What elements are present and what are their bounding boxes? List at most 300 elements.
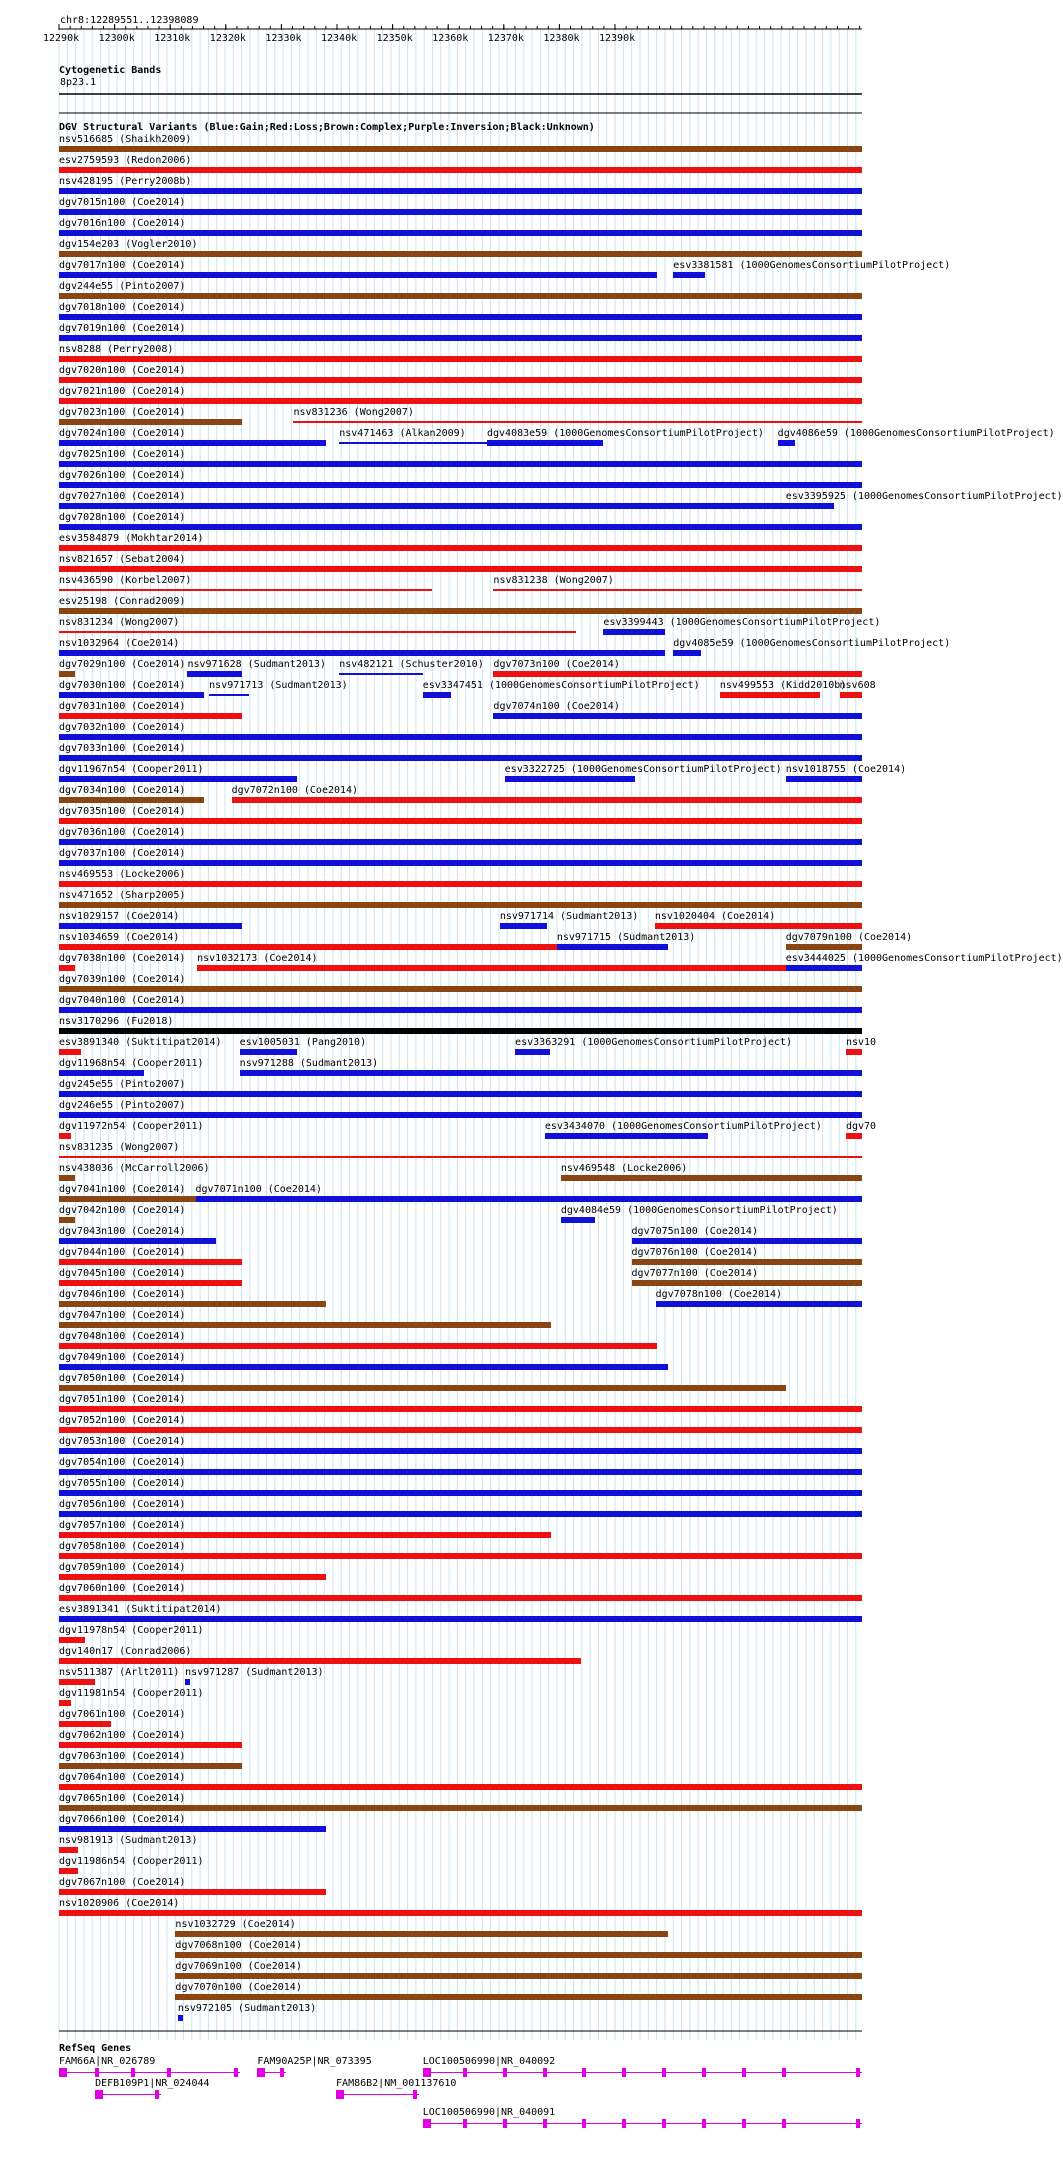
sv-bar[interactable] xyxy=(59,1112,862,1118)
ruler-tick-label: 12320k xyxy=(209,33,246,44)
gene-exon xyxy=(503,2068,507,2077)
sv-bar[interactable] xyxy=(175,1931,667,1937)
sv-bar[interactable] xyxy=(59,545,862,551)
sv-label[interactable]: dgv7057n100 (Coe2014) xyxy=(59,1520,186,1531)
sv-bar[interactable] xyxy=(59,1889,326,1895)
sv-bar[interactable] xyxy=(59,1364,668,1370)
sv-bar[interactable] xyxy=(557,944,668,950)
sv-label[interactable]: dgv4084e59 (1000GenomesConsortiumPilotProject) xyxy=(560,1205,838,1216)
sv-label[interactable]: dgv140n17 (Conrad2006) xyxy=(59,1646,192,1657)
sv-label[interactable]: dgv7028n100 (Coe2014) xyxy=(59,512,186,523)
sv-label[interactable]: nsv438036 (McCarroll2006) xyxy=(59,1163,210,1174)
sv-label[interactable]: dgv7076n100 (Coe2014) xyxy=(631,1247,758,1258)
sv-label[interactable]: nsv831234 (Wong2007) xyxy=(59,617,180,628)
sv-label[interactable]: dgv7018n100 (Coe2014) xyxy=(59,302,186,313)
sv-label[interactable]: dgv7060n100 (Coe2014) xyxy=(59,1583,186,1594)
sv-bar[interactable] xyxy=(673,272,705,278)
sv-label[interactable]: nsv1032729 (Coe2014) xyxy=(175,1919,296,1930)
sv-bar[interactable] xyxy=(655,923,862,929)
sv-bar[interactable] xyxy=(59,398,862,404)
gene-exon xyxy=(782,2068,786,2077)
sv-label[interactable]: dgv7071n100 (Coe2014) xyxy=(195,1184,322,1195)
sv-label[interactable]: dgv7069n100 (Coe2014) xyxy=(175,1961,302,1972)
sv-label[interactable]: dgv7034n100 (Coe2014) xyxy=(59,785,186,796)
sv-bar[interactable] xyxy=(59,1448,862,1454)
sv-label[interactable]: dgv7067n100 (Coe2014) xyxy=(59,1877,186,1888)
sv-bar[interactable] xyxy=(720,692,820,698)
sv-bar[interactable] xyxy=(59,1784,862,1790)
sv-label[interactable]: nsv971713 (Sudmant2013) xyxy=(209,680,348,691)
gene-exon xyxy=(423,2068,431,2077)
ruler-tick-label: 12300k xyxy=(98,33,135,44)
sv-bar[interactable] xyxy=(59,902,862,908)
sv-label[interactable]: dgv246e55 (Pinto2007) xyxy=(59,1100,186,1111)
sv-label[interactable]: dgv4086e59 (1000GenomesConsortiumPilotProject) xyxy=(777,428,1055,439)
sv-label[interactable]: dgv7043n100 (Coe2014) xyxy=(59,1226,186,1237)
sv-label[interactable]: nsv831235 (Wong2007) xyxy=(59,1142,180,1153)
sv-bar[interactable] xyxy=(59,1406,862,1412)
sv-bar[interactable] xyxy=(59,1070,144,1076)
sv-label[interactable]: dgv7044n100 (Coe2014) xyxy=(59,1247,186,1258)
sv-bar[interactable] xyxy=(175,1952,862,1958)
sv-label[interactable]: nsv436590 (Korbel2007) xyxy=(59,575,192,586)
ruler-tick-label: 12340k xyxy=(321,33,358,44)
sv-bar[interactable] xyxy=(59,167,862,173)
sv-bar[interactable] xyxy=(59,818,862,824)
sv-bar[interactable] xyxy=(59,1658,581,1664)
sv-label[interactable]: nsv516685 (Shaikh2009) xyxy=(59,134,192,145)
sv-bar[interactable] xyxy=(59,1700,71,1706)
sv-bar[interactable] xyxy=(59,1091,862,1097)
sv-bar[interactable] xyxy=(846,1049,862,1055)
sv-bar[interactable] xyxy=(59,1553,862,1559)
sv-label[interactable]: esv3891341 (Suktitipat2014) xyxy=(59,1604,222,1615)
sv-label[interactable]: nsv831236 (Wong2007) xyxy=(293,407,414,418)
sv-bar[interactable] xyxy=(175,1994,862,2000)
sv-bar[interactable] xyxy=(656,1301,862,1307)
sv-label[interactable]: dgv7047n100 (Coe2014) xyxy=(59,1310,186,1321)
sv-bar[interactable] xyxy=(59,1721,111,1727)
sv-label[interactable]: esv3584879 (Mokhtar2014) xyxy=(59,533,204,544)
sv-bar[interactable] xyxy=(59,566,862,572)
sv-bar[interactable] xyxy=(59,146,862,152)
sv-label[interactable]: nsv482121 (Schuster2010) xyxy=(339,659,484,670)
sv-bar[interactable] xyxy=(59,881,862,887)
sv-label[interactable]: nsv971287 (Sudmant2013) xyxy=(185,1667,324,1678)
sv-bar[interactable] xyxy=(59,251,862,257)
sv-bar[interactable] xyxy=(505,776,635,782)
sv-bar[interactable] xyxy=(59,650,665,656)
sv-bar[interactable] xyxy=(493,713,862,719)
sv-bar[interactable] xyxy=(59,1238,216,1244)
sv-bar[interactable] xyxy=(59,1217,75,1223)
sv-bar[interactable] xyxy=(59,1427,862,1433)
sv-bar[interactable] xyxy=(632,1280,862,1286)
sv-bar[interactable] xyxy=(59,1637,85,1643)
sv-label[interactable]: dgv7075n100 (Coe2014) xyxy=(631,1226,758,1237)
sv-bar[interactable] xyxy=(59,272,657,278)
sv-bar[interactable] xyxy=(178,2015,184,2021)
sv-bar[interactable] xyxy=(59,1742,242,1748)
ruler-tick-label: 12380k xyxy=(543,33,580,44)
sv-label[interactable]: nsv1034659 (Coe2014) xyxy=(59,932,180,943)
sv-bar[interactable] xyxy=(59,797,204,803)
sv-bar[interactable] xyxy=(59,1196,196,1202)
sv-bar[interactable] xyxy=(59,1868,78,1874)
sv-bar[interactable] xyxy=(561,1175,862,1181)
sv-bar[interactable] xyxy=(59,692,204,698)
sv-label[interactable]: esv1005031 (Pang2010) xyxy=(239,1037,367,1048)
sv-bar[interactable] xyxy=(209,694,248,696)
sv-label[interactable]: dgv7017n100 (Coe2014) xyxy=(59,260,186,271)
sv-bar[interactable] xyxy=(59,1133,71,1139)
sv-label[interactable]: nsv3170296 (Fu2018) xyxy=(59,1016,174,1027)
gene-exon xyxy=(423,2119,431,2128)
sv-bar[interactable] xyxy=(59,461,862,467)
sv-bar[interactable] xyxy=(603,629,665,635)
sv-bar[interactable] xyxy=(59,1007,862,1013)
sv-label[interactable]: dgv7072n100 (Coe2014) xyxy=(231,785,359,796)
sv-bar[interactable] xyxy=(59,1301,326,1307)
sv-label[interactable]: nsv971628 (Sudmant2013) xyxy=(187,659,326,670)
sv-bar[interactable] xyxy=(786,965,862,971)
gene-exon xyxy=(95,2068,99,2077)
sv-bar[interactable] xyxy=(59,944,557,950)
sv-label[interactable]: dgv7035n100 (Coe2014) xyxy=(59,806,186,817)
sv-bar[interactable] xyxy=(59,1805,862,1811)
gene-exon xyxy=(742,2119,746,2128)
gene-exon xyxy=(782,2119,786,2128)
gene-label[interactable]: FAM90A25P|NR_073395 xyxy=(257,2056,372,2067)
dgv-track-title: DGV Structural Variants (Blue:Gain;Red:Loss;Brown:Complex;Purple:Inversion;Black:Unknown) xyxy=(59,122,595,133)
gene-exon xyxy=(59,2068,67,2077)
sv-label[interactable]: nsv971288 (Sudmant2013) xyxy=(239,1058,379,1069)
sv-bar[interactable] xyxy=(59,1259,242,1265)
sv-label[interactable]: dgv154e203 (Vogler2010) xyxy=(59,239,198,250)
gene-label[interactable]: DEFB109P1|NR_024044 xyxy=(95,2078,210,2089)
sv-bar[interactable] xyxy=(175,1973,862,1979)
sv-label[interactable]: dgv7053n100 (Coe2014) xyxy=(59,1436,186,1447)
sv-label[interactable]: dgv7054n100 (Coe2014) xyxy=(59,1457,186,1468)
sv-label[interactable]: nsv471463 (Alkan2009) xyxy=(339,428,466,439)
sv-bar[interactable] xyxy=(846,1133,862,1139)
sv-bar[interactable] xyxy=(59,524,862,530)
sv-bar[interactable] xyxy=(59,356,862,362)
sv-label[interactable]: nsv1020906 (Coe2014) xyxy=(59,1898,180,1909)
sv-label[interactable]: dgv7025n100 (Coe2014) xyxy=(59,449,186,460)
sv-label[interactable]: nsv981913 (Sudmant2013) xyxy=(59,1835,198,1846)
sv-label[interactable]: nsv10 xyxy=(845,1037,877,1048)
sv-bar[interactable] xyxy=(500,923,547,929)
gene-exon xyxy=(856,2119,860,2128)
sv-label[interactable]: nsv608 xyxy=(839,680,876,691)
sv-bar[interactable] xyxy=(59,1049,81,1055)
sv-bar[interactable] xyxy=(778,440,796,446)
sv-bar[interactable] xyxy=(59,188,862,194)
sv-bar[interactable] xyxy=(786,944,862,950)
sv-label[interactable]: nsv821657 (Sebat2004) xyxy=(59,554,186,565)
sv-bar[interactable] xyxy=(59,1343,657,1349)
sv-label[interactable]: dgv4085e59 (1000GenomesConsortiumPilotProject) xyxy=(673,638,951,649)
sv-label[interactable]: dgv7062n100 (Coe2014) xyxy=(59,1730,186,1741)
sv-label[interactable]: dgv7052n100 (Coe2014) xyxy=(59,1415,186,1426)
sv-label[interactable]: dgv7023n100 (Coe2014) xyxy=(59,407,186,418)
sv-bar[interactable] xyxy=(59,1826,326,1832)
ruler-tick-label: 12350k xyxy=(376,33,413,44)
sv-label[interactable]: esv3395925 (1000GenomesConsortiumPilotProject) xyxy=(785,491,1063,502)
sv-bar[interactable] xyxy=(515,1049,550,1055)
sv-bar[interactable] xyxy=(59,230,862,236)
sv-label[interactable]: dgv7024n100 (Coe2014) xyxy=(59,428,186,439)
sv-bar[interactable] xyxy=(59,209,862,215)
sv-label[interactable]: dgv70 xyxy=(845,1121,877,1132)
sv-label[interactable]: dgv7050n100 (Coe2014) xyxy=(59,1373,186,1384)
gene-label[interactable]: FAM86B2|NM_001137610 xyxy=(336,2078,457,2089)
sv-label[interactable]: esv3434070 (1000GenomesConsortiumPilotProject) xyxy=(544,1121,822,1132)
sv-label[interactable]: dgv7074n100 (Coe2014) xyxy=(493,701,620,712)
gene-exon xyxy=(856,2068,860,2077)
sv-label[interactable]: dgv7056n100 (Coe2014) xyxy=(59,1499,186,1510)
sv-label[interactable]: esv2759593 (Redon2006) xyxy=(59,155,192,166)
sv-label[interactable]: dgv7033n100 (Coe2014) xyxy=(59,743,186,754)
sv-label[interactable]: dgv7041n100 (Coe2014) xyxy=(59,1184,186,1195)
sv-label[interactable]: dgv7079n100 (Coe2014) xyxy=(785,932,913,943)
sv-label[interactable]: dgv7016n100 (Coe2014) xyxy=(59,218,186,229)
sv-label[interactable]: nsv428195 (Perry2008b) xyxy=(59,176,192,187)
sv-bar[interactable] xyxy=(185,1679,190,1685)
sv-label[interactable]: esv3363291 (1000GenomesConsortiumPilotProject) xyxy=(515,1037,793,1048)
gene-exon xyxy=(257,2068,265,2077)
sv-label[interactable]: dgv7077n100 (Coe2014) xyxy=(631,1268,758,1279)
sv-label[interactable]: dgv244e55 (Pinto2007) xyxy=(59,281,186,292)
gene-exon xyxy=(662,2119,666,2128)
gene-intron-line xyxy=(59,2072,240,2073)
sv-label[interactable]: dgv7032n100 (Coe2014) xyxy=(59,722,186,733)
sv-bar[interactable] xyxy=(59,419,242,425)
sv-bar[interactable] xyxy=(59,1763,242,1769)
sv-bar[interactable] xyxy=(59,440,326,446)
sv-label[interactable]: dgv7040n100 (Coe2014) xyxy=(59,995,186,1006)
sv-label[interactable]: nsv1032964 (Coe2014) xyxy=(59,638,180,649)
sv-label[interactable]: nsv1032173 (Coe2014) xyxy=(197,953,318,964)
sv-label[interactable]: dgv7073n100 (Coe2014) xyxy=(493,659,620,670)
sv-label[interactable]: nsv1029157 (Coe2014) xyxy=(59,911,180,922)
sv-bar[interactable] xyxy=(59,839,862,845)
sv-label[interactable]: dgv7045n100 (Coe2014) xyxy=(59,1268,186,1279)
sv-bar[interactable] xyxy=(423,692,451,698)
gene-exon xyxy=(622,2119,626,2128)
refseq-track-title: RefSeq Genes xyxy=(59,2043,132,2054)
sv-label[interactable]: esv3891340 (Suktitipat2014) xyxy=(59,1037,222,1048)
sv-label[interactable]: nsv469548 (Locke2006) xyxy=(560,1163,688,1174)
sv-label[interactable]: dgv7066n100 (Coe2014) xyxy=(59,1814,186,1825)
gene-intron-line xyxy=(423,2072,862,2073)
sv-label[interactable]: dgv7021n100 (Coe2014) xyxy=(59,386,186,397)
sv-bar[interactable] xyxy=(59,1616,862,1622)
sv-bar[interactable] xyxy=(59,1028,862,1034)
sv-label[interactable]: nsv8288 (Perry2008) xyxy=(59,344,174,355)
sv-bar[interactable] xyxy=(59,589,432,591)
sv-label[interactable]: dgv7068n100 (Coe2014) xyxy=(175,1940,302,1951)
sv-bar[interactable] xyxy=(59,377,862,383)
sv-label[interactable]: nsv831238 (Wong2007) xyxy=(493,575,614,586)
gene-exon xyxy=(702,2119,706,2128)
sv-bar[interactable] xyxy=(197,965,786,971)
sv-label[interactable]: esv3347451 (1000GenomesConsortiumPilotProject) xyxy=(422,680,700,691)
sv-bar[interactable] xyxy=(59,314,862,320)
sv-bar[interactable] xyxy=(561,1217,596,1223)
sv-label[interactable]: dgv7063n100 (Coe2014) xyxy=(59,1751,186,1762)
sv-label[interactable]: nsv471652 (Sharp2005) xyxy=(59,890,186,901)
sv-label[interactable]: esv25198 (Conrad2009) xyxy=(59,596,186,607)
sv-bar[interactable] xyxy=(493,671,862,677)
coordinate-label: chr8:12289551..12398089 xyxy=(60,15,199,26)
sv-bar[interactable] xyxy=(59,734,862,740)
sv-bar[interactable] xyxy=(59,1574,326,1580)
sv-bar[interactable] xyxy=(59,860,862,866)
sv-label[interactable]: nsv511387 (Arlt2011) xyxy=(59,1667,180,1678)
sv-label[interactable]: dgv11967n54 (Cooper2011) xyxy=(59,764,204,775)
sv-bar[interactable] xyxy=(59,482,862,488)
sv-bar[interactable] xyxy=(59,1490,862,1496)
sv-bar[interactable] xyxy=(339,673,423,675)
sv-label[interactable]: dgv7065n100 (Coe2014) xyxy=(59,1793,186,1804)
sv-label[interactable]: nsv971715 (Sudmant2013) xyxy=(556,932,696,943)
sv-bar[interactable] xyxy=(59,1910,862,1916)
sv-label[interactable]: dgv7015n100 (Coe2014) xyxy=(59,197,186,208)
gene-label[interactable]: LOC100506990|NR_040092 xyxy=(422,2056,556,2067)
gene-intron-line xyxy=(336,2094,419,2095)
sv-bar[interactable] xyxy=(339,442,491,444)
cytoband-label: 8p23.1 xyxy=(60,77,97,88)
sv-label[interactable]: dgv7055n100 (Coe2014) xyxy=(59,1478,186,1489)
sv-label[interactable]: dgv7031n100 (Coe2014) xyxy=(59,701,186,712)
ruler-tick-label: 12290k xyxy=(43,33,80,44)
sv-bar[interactable] xyxy=(59,986,862,992)
sv-bar[interactable] xyxy=(632,1238,862,1244)
sv-bar[interactable] xyxy=(59,1679,95,1685)
sv-bar[interactable] xyxy=(59,1280,242,1286)
sv-bar[interactable] xyxy=(786,776,862,782)
sv-label[interactable]: dgv7037n100 (Coe2014) xyxy=(59,848,186,859)
gene-label[interactable]: LOC100506990|NR_040091 xyxy=(422,2107,556,2118)
sv-bar[interactable] xyxy=(632,1259,862,1265)
sv-label[interactable]: dgv7049n100 (Coe2014) xyxy=(59,1352,186,1363)
gene-label[interactable]: FAM66A|NR_026789 xyxy=(59,2056,156,2067)
sv-label[interactable]: dgv7030n100 (Coe2014) xyxy=(59,680,186,691)
sv-label[interactable]: dgv7070n100 (Coe2014) xyxy=(175,1982,302,1993)
sv-label[interactable]: dgv11968n54 (Cooper2011) xyxy=(59,1058,204,1069)
sv-label[interactable]: dgv7029n100 (Coe2014) xyxy=(59,659,186,670)
sv-bar[interactable] xyxy=(59,776,297,782)
sv-label[interactable]: nsv469553 (Locke2006) xyxy=(59,869,186,880)
sv-bar[interactable] xyxy=(59,965,75,971)
gene-exon xyxy=(503,2119,507,2128)
sv-label[interactable]: dgv7058n100 (Coe2014) xyxy=(59,1541,186,1552)
sv-label[interactable]: dgv7038n100 (Coe2014) xyxy=(59,953,186,964)
ruler-tick-label: 12370k xyxy=(487,33,524,44)
ruler-tick-label: 12310k xyxy=(154,33,191,44)
sv-bar[interactable] xyxy=(240,1070,862,1076)
sv-bar[interactable] xyxy=(786,503,834,509)
sv-label[interactable]: dgv7046n100 (Coe2014) xyxy=(59,1289,186,1300)
sv-bar[interactable] xyxy=(545,1133,708,1139)
sv-label[interactable]: nsv1018755 (Coe2014) xyxy=(785,764,907,775)
sv-bar[interactable] xyxy=(673,650,701,656)
sv-label[interactable]: dgv7061n100 (Coe2014) xyxy=(59,1709,186,1720)
sv-bar[interactable] xyxy=(240,1049,298,1055)
sv-label[interactable]: dgv7059n100 (Coe2014) xyxy=(59,1562,186,1573)
sv-label[interactable]: nsv971714 (Sudmant2013) xyxy=(499,911,639,922)
gene-exon xyxy=(543,2068,547,2077)
sv-bar[interactable] xyxy=(59,1175,75,1181)
sv-bar[interactable] xyxy=(840,692,862,698)
sv-label[interactable]: dgv7019n100 (Coe2014) xyxy=(59,323,186,334)
sv-bar[interactable] xyxy=(59,1385,786,1391)
sv-bar[interactable] xyxy=(59,503,786,509)
sv-label[interactable]: esv3381581 (1000GenomesConsortiumPilotProject) xyxy=(673,260,951,271)
sv-bar[interactable] xyxy=(293,421,862,423)
sv-label[interactable]: dgv7036n100 (Coe2014) xyxy=(59,827,186,838)
sv-label[interactable]: dgv7039n100 (Coe2014) xyxy=(59,974,186,985)
sv-bar[interactable] xyxy=(59,1322,551,1328)
sv-bar[interactable] xyxy=(59,335,862,341)
sv-label[interactable]: dgv7020n100 (Coe2014) xyxy=(59,365,186,376)
sv-bar[interactable] xyxy=(59,1595,862,1601)
gene-exon xyxy=(543,2119,547,2128)
sv-bar[interactable] xyxy=(493,589,862,591)
sv-bar[interactable] xyxy=(59,1156,862,1158)
gene-exon xyxy=(662,2068,666,2077)
sv-bar[interactable] xyxy=(59,923,242,929)
sv-label[interactable]: esv3399443 (1000GenomesConsortiumPilotProject) xyxy=(603,617,881,628)
sv-label[interactable]: dgv7048n100 (Coe2014) xyxy=(59,1331,186,1342)
sv-label[interactable]: dgv11972n54 (Cooper2011) xyxy=(59,1121,204,1132)
sv-bar[interactable] xyxy=(59,608,862,614)
sv-bar[interactable] xyxy=(487,440,603,446)
sv-label[interactable]: nsv1020404 (Coe2014) xyxy=(654,911,776,922)
sv-bar[interactable] xyxy=(187,671,242,677)
sv-label[interactable]: dgv7026n100 (Coe2014) xyxy=(59,470,186,481)
sv-label[interactable]: dgv7078n100 (Coe2014) xyxy=(655,1289,783,1300)
sv-bar[interactable] xyxy=(59,1511,862,1517)
sv-label[interactable]: dgv11981n54 (Cooper2011) xyxy=(59,1688,204,1699)
sv-bar[interactable] xyxy=(59,1469,862,1475)
sv-label[interactable]: dgv7042n100 (Coe2014) xyxy=(59,1205,186,1216)
sv-label[interactable]: dgv11978n54 (Cooper2011) xyxy=(59,1625,204,1636)
sv-label[interactable]: dgv11986n54 (Cooper2011) xyxy=(59,1856,204,1867)
sv-label[interactable]: dgv7051n100 (Coe2014) xyxy=(59,1394,186,1405)
sv-bar[interactable] xyxy=(232,797,862,803)
sv-bar[interactable] xyxy=(196,1196,862,1202)
sv-bar[interactable] xyxy=(59,713,242,719)
sv-bar[interactable] xyxy=(59,755,862,761)
sv-label[interactable]: esv3322725 (1000GenomesConsortiumPilotProject) xyxy=(504,764,782,775)
sv-label[interactable]: nsv972105 (Sudmant2013) xyxy=(177,2003,317,2014)
sv-bar[interactable] xyxy=(59,631,576,633)
sv-bar[interactable] xyxy=(59,293,862,299)
sv-label[interactable]: dgv4083e59 (1000GenomesConsortiumPilotProject) xyxy=(486,428,764,439)
gene-exon xyxy=(622,2068,626,2077)
sv-label[interactable]: dgv245e55 (Pinto2007) xyxy=(59,1079,186,1090)
sv-bar[interactable] xyxy=(59,1532,551,1538)
sv-label[interactable]: dgv7027n100 (Coe2014) xyxy=(59,491,186,502)
sv-label[interactable]: esv3444025 (1000GenomesConsortiumPilotProject) xyxy=(785,953,1063,964)
sv-bar[interactable] xyxy=(59,671,75,677)
sv-bar[interactable] xyxy=(59,1847,78,1853)
sv-label[interactable]: nsv499553 (Kidd2010b) xyxy=(719,680,847,691)
sv-label[interactable]: dgv7064n100 (Coe2014) xyxy=(59,1772,186,1783)
